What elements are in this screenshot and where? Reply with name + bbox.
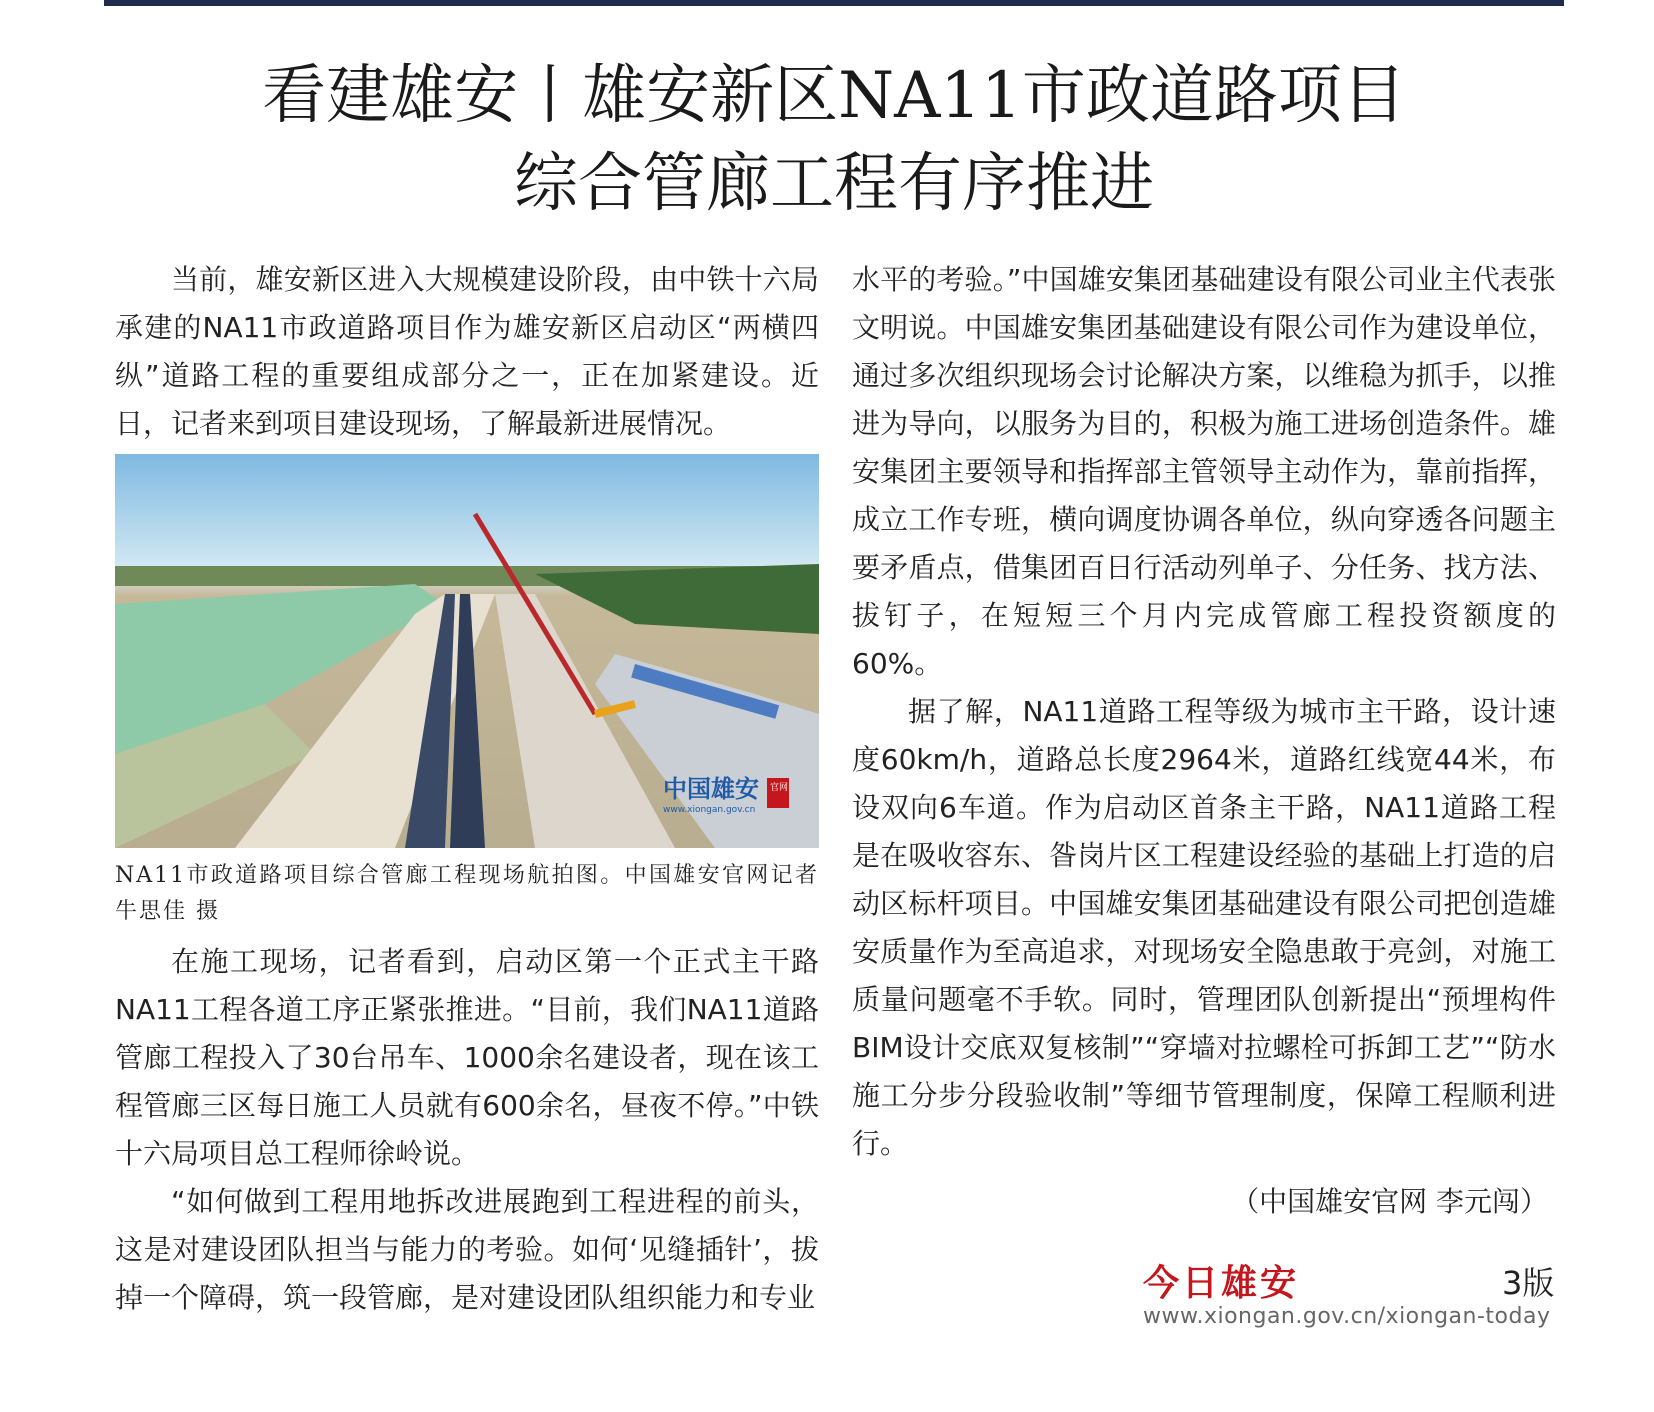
watermark-seal-text: 官网 — [770, 783, 789, 793]
construction-aerial-photo — [115, 454, 819, 848]
article-source: （中国雄安官网 李元闯） — [1231, 1185, 1548, 1218]
paragraph-specs: 据了解，NA11道路工程等级为城市主干路，设计速度60km/h，道路总长度2964米，道路红线宽44米，布设双向6车道。作为启动区首条主干路，NA11道路工程是在吸收容东、昝岗片区工程建设经验的基础上打造的启动区标杆项目。中国雄安集团基础建设有限公司把创造雄安质量作为至高追求，对现场安全隐患敢于亮剑，对施工质量问题毫不手软。同时，管理团队创新提出“预埋构件BIM设计交底双复核制”“穿墙对拉螺栓可拆卸工艺”“防水施工分步分段验收制”等细节管理制度，保障工程顺利进行。 — [852, 695, 1556, 1160]
paragraph-quote-continued: 水平的考验。”中国雄安集团基础建设有限公司业主代表张文明说。中国雄安集团基础建设有限公司作为建设单位，通过多次组织现场会讨论解决方案，以维稳为抓手，以推进为导向，以服务为目的，积极为施工进场创造条件。雄安集团主要领导和指挥部主管领导主动作为，靠前指挥，成立工作专班，横向调度协调各单位，纵向穿透各问题主要矛盾点，借集团百日行活动列单子、分任务、找方法、拔钉子，在短短三个月内完成管廊工程投资额度的60%。 — [852, 263, 1556, 680]
headline — [104, 52, 1564, 228]
page-number: 3版 — [1502, 1264, 1555, 1302]
photo-caption: NA11市政道路项目综合管廊工程现场航拍图。中国雄安官网记者牛思佳 摄 — [115, 863, 819, 924]
paragraph-quote: “如何做到工程用地拆改进展跑到工程进程的前头，这是对建设团队担当与能力的考验。如何‘见缝插针’，拔掉一个障碍，筑一段管廊，是对建设团队组织能力和专业 — [115, 1185, 819, 1314]
masthead-logo: 今日雄安 — [1143, 1262, 1300, 1304]
footer-url[interactable]: www.xiongan.gov.cn/xiongan-today — [1143, 1304, 1551, 1329]
aerial-photo-illustration — [115, 454, 819, 848]
headline-line-1: 看建雄安丨雄安新区NA11市政道路项目 — [262, 59, 1406, 133]
watermark-url: www.xiongan.gov.cn — [663, 805, 756, 815]
right-column — [852, 256, 1556, 1226]
watermark-title: 中国雄安 — [663, 774, 759, 803]
paragraph-intro: 当前，雄安新区进入大规模建设阶段，由中铁十六局承建的NA11市政道路项目作为雄安新区启动区“两横四纵”道路工程的重要组成部分之一，正在加紧建设。近日，记者来到项目建设现场，了解最新进展情况。 — [115, 263, 819, 440]
paragraph-site: 在施工现场，记者看到，启动区第一个正式主干路NA11工程各道工序正紧张推进。“目前，我们NA11道路管廊工程投入了30台吊车、1000余名建设者，现在该工程管廊三区每日施工人员就有600余名，昼夜不停。”中铁十六局项目总工程师徐岭说。 — [115, 945, 819, 1170]
headline-line-2: 综合管廊工程有序推进 — [514, 147, 1154, 221]
left-column — [115, 256, 819, 1322]
top-rule — [104, 0, 1564, 6]
